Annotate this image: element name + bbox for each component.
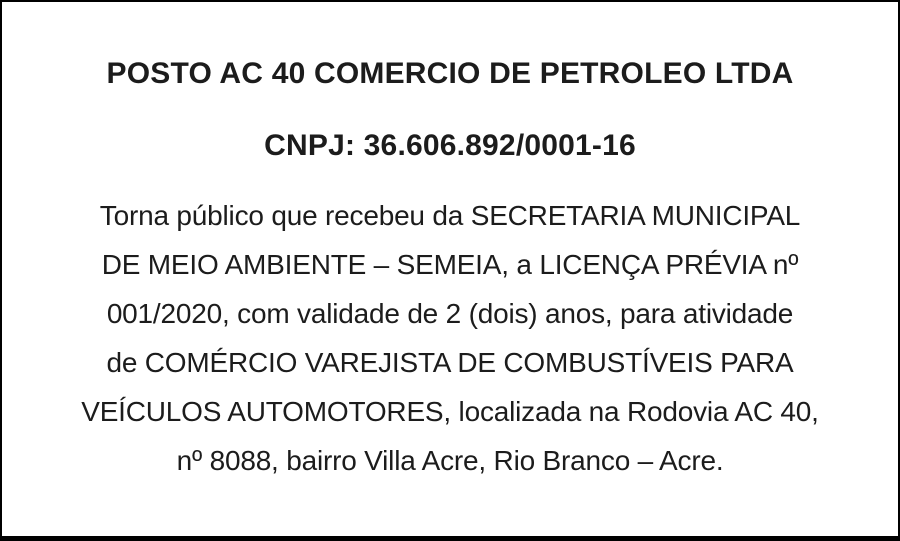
- cnpj-line: CNPJ: 36.606.892/0001-16: [264, 129, 636, 162]
- notice-body-line: VEÍCULOS AUTOMOTORES, localizada na Rodovia AC 40,: [81, 396, 819, 427]
- notice-body-line: de COMÉRCIO VAREJISTA DE COMBUSTÍVEIS PARA: [106, 347, 794, 378]
- notice-body-line: DE MEIO AMBIENTE – SEMEIA, a LICENÇA PRÉVIA nº: [101, 249, 799, 280]
- notice-body: [35, 191, 865, 485]
- company-name-title: POSTO AC 40 COMERCIO DE PETROLEO LTDA: [106, 57, 794, 90]
- notice-body-line: nº 8088, bairro Villa Acre, Rio Branco – Acre.: [176, 445, 724, 476]
- notice-body-line: Torna público que recebeu da SECRETARIA MUNICIPAL: [99, 200, 801, 231]
- notice-body-line: 001/2020, com validade de 2 (dois) anos, para atividade: [106, 298, 794, 329]
